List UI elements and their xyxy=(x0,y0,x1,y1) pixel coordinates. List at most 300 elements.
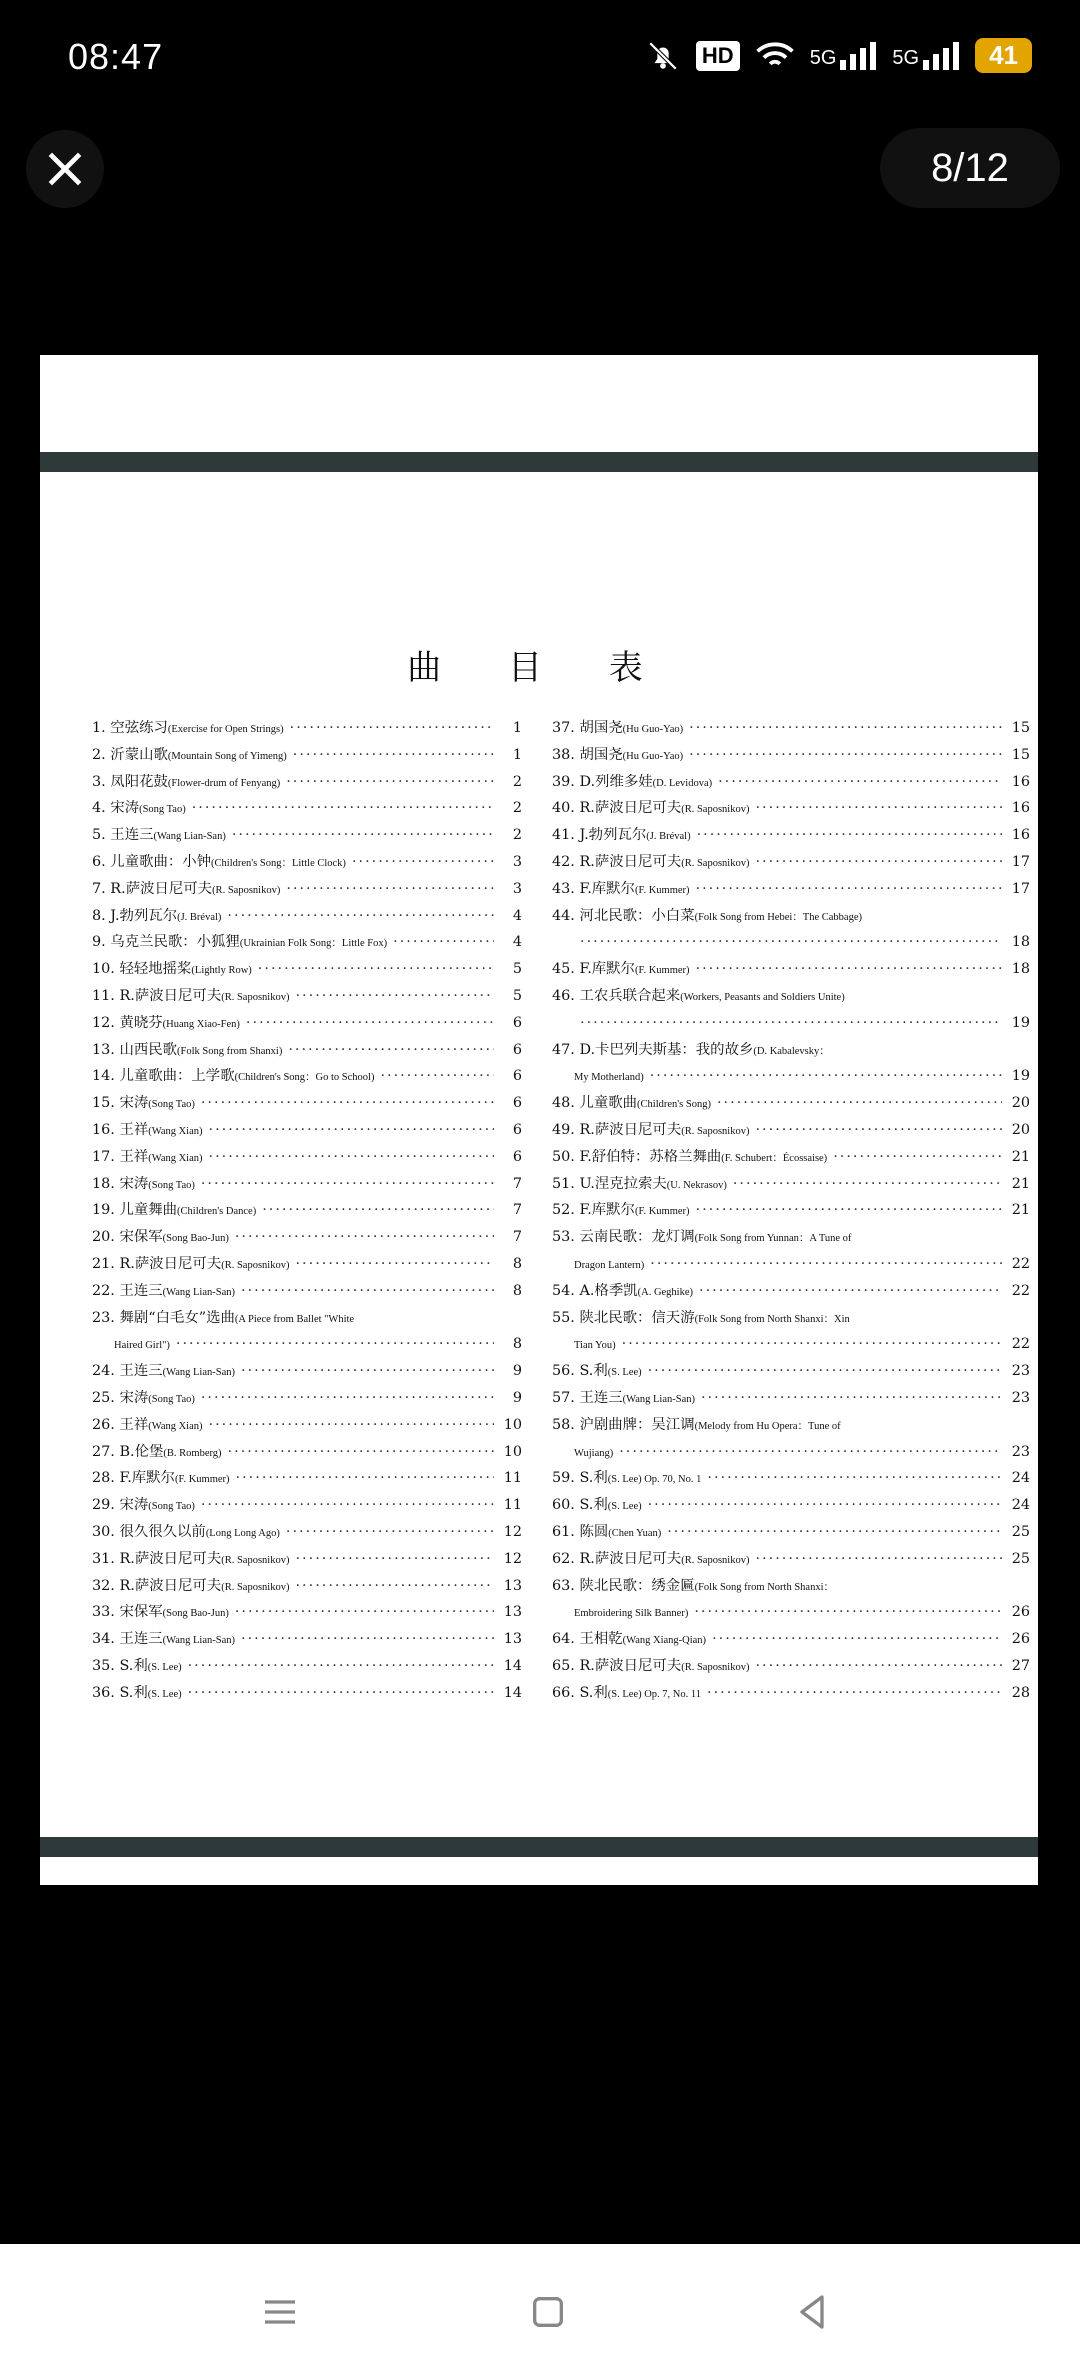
hd-badge: HD xyxy=(696,41,740,71)
toc-leader-dots xyxy=(209,1117,494,1144)
toc-leader-dots xyxy=(580,929,1002,956)
toc-leader-dots xyxy=(286,876,494,903)
toc-leader-dots xyxy=(755,1546,1002,1573)
toc-entry-zh: 9. 乌克兰民歌：小狐狸 xyxy=(92,934,240,951)
toc-entry xyxy=(92,1224,522,1251)
toc-leader-dots xyxy=(209,1144,494,1171)
toc-entry-zh: 17. 王祥 xyxy=(92,1148,149,1165)
toc-entry-zh: 66. S.利 xyxy=(552,1684,608,1701)
toc-leader-dots xyxy=(712,1626,1002,1653)
toc-entry-title xyxy=(552,715,683,742)
toc-entry xyxy=(552,1305,1030,1332)
toc-entry-en: (S. Lee) xyxy=(147,1688,182,1700)
toc-entry xyxy=(552,1278,1030,1305)
toc-entry-zh: 43. F.库默尔 xyxy=(552,880,635,897)
bottom-rule xyxy=(40,1837,1038,1857)
toc-entry-title xyxy=(92,795,186,822)
toc-page-number: 17 xyxy=(1011,853,1030,870)
toc-entry-title xyxy=(92,822,226,849)
toc-entry-zh: 33. 宋保军 xyxy=(92,1604,163,1621)
toc-entry-zh: 63. 陕北民歌：绣金匾 xyxy=(552,1577,695,1594)
toc-entry xyxy=(552,795,1030,822)
toc-entry xyxy=(552,1224,1030,1251)
toc-leader-dots xyxy=(288,1037,494,1064)
toc-entry-title xyxy=(552,795,749,822)
toc-leader-dots xyxy=(707,1465,1002,1492)
toc-entry xyxy=(92,1599,522,1626)
toc-entry xyxy=(552,1037,1030,1064)
page-title: 曲 目 表 xyxy=(407,648,671,688)
toc-page-number: 19 xyxy=(1011,1068,1030,1085)
toc-entry-title xyxy=(552,1251,644,1278)
toc-entry-en: (Wang Lian-San) xyxy=(162,1367,235,1379)
toc-page-number: 28 xyxy=(1011,1684,1030,1701)
toc-leader-dots xyxy=(707,1680,1002,1707)
toc-entry-en: (Folk Song from North Shanxi：Xin xyxy=(694,1313,850,1325)
toc-page-number: 10 xyxy=(503,1443,522,1460)
toc-entry-title xyxy=(92,903,221,930)
toc-leader-dots xyxy=(188,1653,494,1680)
toc-entry-en: Haired Girl") xyxy=(114,1340,170,1352)
toc-entry-en: (R. Saposnikov) xyxy=(681,804,750,816)
toc-entry-en: (A. Geghike) xyxy=(637,1286,694,1298)
toc-entry-en: (Melody from Hu Opera：Tune of xyxy=(694,1420,841,1432)
toc-entry-en: (F. Schubert：Écossaise) xyxy=(721,1152,828,1164)
toc-entry xyxy=(92,1680,522,1707)
toc-entry-zh: 15. 宋涛 xyxy=(92,1095,149,1112)
toc-leader-dots xyxy=(718,769,1002,796)
toc-entry xyxy=(552,1465,1030,1492)
toc-entry-title xyxy=(92,1626,235,1653)
toc-entry xyxy=(552,1144,1030,1171)
toc-page-number: 16 xyxy=(1011,800,1030,817)
toc-page-number: 7 xyxy=(512,1202,522,1219)
toc-entry-zh: 1. 空弦练习 xyxy=(92,720,168,736)
toc-entry xyxy=(92,1063,522,1090)
toc-entry-en: (R. Saposnikov) xyxy=(212,884,281,896)
page-counter: 8/12 xyxy=(880,128,1060,208)
toc-entry-en: (Lightly Row) xyxy=(191,965,252,977)
toc-entry xyxy=(552,1546,1030,1573)
toc-entry-title xyxy=(92,1010,240,1037)
menu-button[interactable] xyxy=(252,2284,308,2340)
toc-entry-zh: 45. F.库默尔 xyxy=(552,961,635,978)
toc-entry-en: (F. Kummer) xyxy=(634,965,690,977)
toc-page-number: 6 xyxy=(512,1041,522,1058)
toc-entry-title xyxy=(552,876,690,903)
toc-page-number: 18 xyxy=(1011,961,1030,978)
status-bar xyxy=(0,0,1080,120)
toc-entry-en: (Exercise for Open Strings) xyxy=(167,724,284,735)
toc-entry-en: Wujiang) xyxy=(574,1447,614,1459)
toc-entry xyxy=(92,769,522,796)
toc-entry-title xyxy=(92,1680,182,1707)
toc-entry-title xyxy=(92,1385,195,1412)
toc-leader-dots xyxy=(697,822,1002,849)
toc-entry-title xyxy=(552,1117,749,1144)
toc-entry-title xyxy=(552,1358,642,1385)
toc-entry-en: (S. Lee) xyxy=(607,1367,642,1379)
toc-entry-en: (R. Saposnikov) xyxy=(221,1259,290,1271)
toc-entry-zh: 27. B.伦堡 xyxy=(92,1443,164,1460)
toc-leader-dots xyxy=(232,822,494,849)
toc-entry xyxy=(92,1010,522,1037)
toc-entry-zh: 48. 儿童歌曲 xyxy=(552,1095,638,1112)
toc-entry-zh: 4. 宋涛 xyxy=(92,800,140,817)
toc-page-number: 12 xyxy=(503,1550,522,1567)
toc-entry xyxy=(92,1117,522,1144)
toc-entry-en: (Song Tao) xyxy=(148,1179,195,1191)
toc-entry-zh: 10. 轻轻地摇桨 xyxy=(92,961,192,978)
toc-entry-en: (Mountain Song of Yimeng) xyxy=(167,750,287,762)
toc-entry-en: Tian You) xyxy=(574,1340,616,1352)
toc-leader-dots xyxy=(228,1439,494,1466)
toc-entry-en: (R. Saposnikov) xyxy=(681,1125,750,1137)
toc-entry-title xyxy=(92,1492,195,1519)
toc-entry xyxy=(92,849,522,876)
toc-leader-dots xyxy=(696,1197,1002,1224)
toc-entry-zh: 40. R.萨波日尼可夫 xyxy=(552,800,682,817)
close-button[interactable] xyxy=(26,130,104,208)
toc-entry xyxy=(552,1251,1030,1278)
toc-entry-zh: 22. 王连三 xyxy=(92,1282,163,1299)
toc-entry-en: (Song Tao) xyxy=(148,1393,195,1405)
toc-page-number: 2 xyxy=(512,827,522,844)
toc-entry-zh: 25. 宋涛 xyxy=(92,1389,149,1406)
toc-leader-dots xyxy=(689,715,1002,742)
toc-entry xyxy=(92,1037,522,1064)
toc-entry-en: (Hu Guo-Yao) xyxy=(622,724,684,735)
toc-entry-en: (S. Lee) xyxy=(607,1501,642,1513)
toc-page-number: 25 xyxy=(1011,1550,1030,1567)
toc-page-number: 16 xyxy=(1011,827,1030,844)
toc-page-number: 18 xyxy=(1011,934,1030,951)
toc-entry-zh: 50. F.舒伯特：苏格兰舞曲 xyxy=(552,1148,722,1165)
toc-entry-en: Dragon Lantern) xyxy=(574,1259,645,1271)
toc-entry-en: (J. Bréval) xyxy=(177,911,222,923)
toc-leader-dots xyxy=(648,1358,1002,1385)
toc-entry-title xyxy=(552,1385,695,1412)
toc-page-number: 11 xyxy=(503,1497,522,1514)
document-page xyxy=(40,355,1038,1885)
toc-leader-dots xyxy=(393,929,494,956)
toc-entry-zh: 44. 河北民歌：小白菜 xyxy=(552,907,695,924)
toc-entry-title xyxy=(552,1331,616,1358)
toc-entry-zh: 19. 儿童舞曲 xyxy=(92,1202,178,1219)
toc-entry-title xyxy=(92,1573,289,1600)
toc-entry xyxy=(92,1331,522,1358)
toc-page-number: 1 xyxy=(512,746,522,763)
toc-entry-en: (D. Kabalevsky： xyxy=(753,1045,830,1057)
toc-page-number: 4 xyxy=(512,907,522,924)
toc-leader-dots xyxy=(258,956,494,983)
toc-entry-title xyxy=(552,1573,834,1600)
toc-entry-en: (Workers, Peasants and Soldiers Unite) xyxy=(680,991,845,1003)
toc-page-number: 6 xyxy=(512,1014,522,1031)
toc-leader-dots xyxy=(236,1465,494,1492)
toc-page-number: 27 xyxy=(1011,1657,1030,1674)
toc-right-column xyxy=(552,715,1030,1706)
top-rule xyxy=(40,452,1038,472)
toc-entry-zh: 54. A.格季凯 xyxy=(552,1282,638,1299)
toc-entry-zh: 39. D.列维多娃 xyxy=(552,773,653,790)
toc-entry xyxy=(552,1385,1030,1412)
toc-entry-title xyxy=(552,822,691,849)
toc-entry-title xyxy=(92,1439,222,1466)
toc-page-number: 8 xyxy=(512,1255,522,1272)
toc-leader-dots xyxy=(701,1385,1002,1412)
toc-entry xyxy=(552,822,1030,849)
toc-leader-dots xyxy=(235,1599,494,1626)
toc-entry xyxy=(552,715,1030,742)
toc-entry xyxy=(92,1144,522,1171)
toc-entry-title xyxy=(92,1251,289,1278)
toc-entry-en: (Ukrainian Folk Song：Little Fox) xyxy=(239,938,388,950)
toc-entry-title xyxy=(92,742,287,769)
toc-entry-title xyxy=(92,1117,203,1144)
toc-entry-zh: 49. R.萨波日尼可夫 xyxy=(552,1121,682,1138)
toc-entry-title xyxy=(552,1439,613,1466)
toc-entry-zh: 60. S.利 xyxy=(552,1497,608,1514)
toc-page-number: 3 xyxy=(512,853,522,870)
toc-entry xyxy=(92,1278,522,1305)
toc-page-number: 5 xyxy=(512,987,522,1004)
toc-entry-title xyxy=(552,956,690,983)
toc-page-number: 23 xyxy=(1011,1389,1030,1406)
toc-entry xyxy=(92,1171,522,1198)
toc-entry xyxy=(92,1492,522,1519)
toc-page-number: 20 xyxy=(1011,1121,1030,1138)
toc-entry xyxy=(92,1358,522,1385)
toc-page-number: 15 xyxy=(1011,720,1030,736)
toc-entry-en: My Motherland) xyxy=(574,1072,644,1084)
toc-entry xyxy=(92,1090,522,1117)
toc-entry-zh: 29. 宋涛 xyxy=(92,1497,149,1514)
toc-entry-zh: 28. F.库默尔 xyxy=(92,1470,175,1487)
toc-page-number: 13 xyxy=(503,1631,522,1648)
toc-leader-dots xyxy=(295,1251,494,1278)
toc-entry-title xyxy=(92,849,346,876)
toc-entry-title xyxy=(552,1090,711,1117)
toc-entry-zh: 23. 舞剧“白毛女”选曲 xyxy=(92,1309,235,1326)
toc-entry-title xyxy=(92,1224,229,1251)
toc-page-number: 15 xyxy=(1011,746,1030,763)
toc-entry-en: (J. Bréval) xyxy=(646,831,691,843)
toc-page-number: 24 xyxy=(1011,1470,1030,1487)
toc-page-number: 4 xyxy=(512,934,522,951)
toc-entry-title xyxy=(92,1519,280,1546)
toc-entry-en: (F. Kummer) xyxy=(634,1206,690,1218)
toc-entry-en: (F. Kummer) xyxy=(174,1474,230,1486)
toc-entry-en: (Song Tao) xyxy=(148,1099,195,1111)
back-icon xyxy=(792,2292,832,2332)
toc-page-number: 25 xyxy=(1011,1523,1030,1540)
toc-page-number: 6 xyxy=(512,1095,522,1112)
toc-entry-en: (R. Saposnikov) xyxy=(221,1554,290,1566)
toc-entry-zh: 59. S.利 xyxy=(552,1470,608,1487)
toc-entry-title xyxy=(552,983,845,1010)
toc-entry xyxy=(92,795,522,822)
toc-page-number: 19 xyxy=(1011,1014,1030,1031)
toc-entry xyxy=(552,1653,1030,1680)
toc-entry xyxy=(552,1331,1030,1358)
toc-entry-title xyxy=(552,849,749,876)
toc-leader-dots xyxy=(755,1653,1002,1680)
battery-level: 41 xyxy=(975,38,1032,73)
toc-entry-title xyxy=(92,769,280,796)
toc-entry-zh: 61. 陈圆 xyxy=(552,1523,609,1540)
toc-entry-title xyxy=(92,983,289,1010)
toc-leader-dots xyxy=(290,715,494,742)
toc-leader-dots xyxy=(755,849,1002,876)
toc-entry-zh: 26. 王祥 xyxy=(92,1416,149,1433)
toc-entry-title xyxy=(92,1063,374,1090)
toc-entry-en: (R. Saposnikov) xyxy=(221,1581,290,1593)
toc-entry-en: (Long Long Ago) xyxy=(205,1527,280,1539)
toc-page-number: 11 xyxy=(503,1470,522,1487)
toc-entry-zh: 12. 黄晓芬 xyxy=(92,1014,163,1031)
toc-page-number: 14 xyxy=(503,1657,522,1674)
toc-leader-dots xyxy=(201,1171,494,1198)
toc-entry-title xyxy=(92,1171,195,1198)
toc-leader-dots xyxy=(648,1492,1002,1519)
toc-entry-en: (Wang Lian-San) xyxy=(622,1393,695,1405)
toc-entry-title xyxy=(92,1278,235,1305)
toc-entry-title xyxy=(92,1197,256,1224)
toc-entry-title xyxy=(552,1305,850,1332)
toc-page-number: 21 xyxy=(1011,1148,1030,1165)
toc-entry-zh: 51. U.涅克拉索夫 xyxy=(552,1175,667,1192)
toc-entry-title xyxy=(552,1010,574,1037)
toc-leader-dots xyxy=(717,1090,1002,1117)
toc-entry-zh: 41. J.勃列瓦尔 xyxy=(552,827,647,844)
toc-entry-zh: 20. 宋保军 xyxy=(92,1229,163,1246)
toc-entry-zh: 5. 王连三 xyxy=(92,827,154,844)
toc-entry-zh: 38. 胡国尧 xyxy=(552,746,623,763)
toc-entry xyxy=(552,1063,1030,1090)
toc-leader-dots xyxy=(650,1251,1002,1278)
toc-entry-zh: 3. 凤阳花鼓 xyxy=(92,773,168,790)
toc-page-number: 13 xyxy=(503,1604,522,1621)
toc-leader-dots xyxy=(696,876,1002,903)
toc-entry-zh: 65. R.萨波日尼可夫 xyxy=(552,1657,682,1674)
toc-entry xyxy=(92,956,522,983)
toc-entry-en: (D. Levidova) xyxy=(652,777,713,789)
toc-entry-zh: 46. 工农兵联合起来 xyxy=(552,987,681,1004)
toc-page-number: 7 xyxy=(512,1229,522,1246)
toc-leader-dots xyxy=(380,1063,494,1090)
toc-entry-zh: 36. S.利 xyxy=(92,1684,148,1701)
toc-page-number: 7 xyxy=(512,1175,522,1192)
toc-entry xyxy=(92,1439,522,1466)
back-button[interactable] xyxy=(784,2284,840,2340)
toc-entry-title xyxy=(552,1680,701,1707)
toc-leader-dots xyxy=(755,795,1002,822)
toc-leader-dots xyxy=(622,1331,1002,1358)
toc-entry xyxy=(552,1358,1030,1385)
toc-entry-en: (Song Tao) xyxy=(148,1501,195,1513)
toc-page-number: 9 xyxy=(512,1363,522,1380)
toc-leader-dots xyxy=(833,1144,1002,1171)
toc-entry-zh: 53. 云南民歌：龙灯调 xyxy=(552,1229,695,1246)
toc-entry-en: (Wang Xian) xyxy=(148,1152,203,1164)
toc-entry-title xyxy=(552,769,712,796)
toc-entry-en: (B. Romberg) xyxy=(163,1447,222,1459)
home-button[interactable] xyxy=(520,2284,576,2340)
toc-entry-title xyxy=(92,1358,235,1385)
toc-entry-en: (Wang Xian) xyxy=(148,1420,203,1432)
status-time: 08:47 xyxy=(68,36,164,77)
toc-entry xyxy=(552,849,1030,876)
toc-entry-en: (Chen Yuan) xyxy=(608,1527,662,1539)
toc-entry xyxy=(552,876,1030,903)
toc-entry-zh: 55. 陕北民歌：信天游 xyxy=(552,1309,695,1326)
toc-entry-en: (Song Bao-Jun) xyxy=(162,1233,229,1245)
toc-leader-dots xyxy=(241,1626,494,1653)
toc-entry-title xyxy=(552,1037,830,1064)
toc-leader-dots xyxy=(209,1412,494,1439)
toc-entry-en: (Wang Xian) xyxy=(148,1125,203,1137)
toc-entry xyxy=(552,983,1030,1010)
toc-entry xyxy=(92,929,522,956)
toc-entry-zh: 21. R.萨波日尼可夫 xyxy=(92,1255,222,1272)
toc-entry xyxy=(552,1171,1030,1198)
toc-leader-dots xyxy=(176,1331,494,1358)
toc-entry-zh: 35. S.利 xyxy=(92,1657,148,1674)
toc-entry-zh: 64. 王相乾 xyxy=(552,1631,623,1648)
toc-entry-title xyxy=(552,1653,749,1680)
toc-leader-dots xyxy=(696,956,1002,983)
toc-entry xyxy=(92,1251,522,1278)
toc-leader-dots xyxy=(699,1278,1002,1305)
toc-entry xyxy=(552,929,1030,956)
toc-entry-zh: 42. R.萨波日尼可夫 xyxy=(552,853,682,870)
toc-entry-en: (Wang Lian-San) xyxy=(162,1286,235,1298)
toc-entry-zh: 62. R.萨波日尼可夫 xyxy=(552,1550,682,1567)
toc-leader-dots xyxy=(689,742,1002,769)
toc-entry xyxy=(92,983,522,1010)
toc-entry-title xyxy=(552,1063,644,1090)
toc-entry-title xyxy=(92,876,280,903)
toc-leader-dots xyxy=(667,1519,1002,1546)
toc-entry xyxy=(92,1546,522,1573)
toc-entry-en: (Children's Song：Go to School) xyxy=(234,1072,375,1084)
toc-entry-en: (S. Lee) Op. 7, No. 11 xyxy=(607,1688,701,1700)
toc-leader-dots xyxy=(286,1519,494,1546)
toc-page-number: 17 xyxy=(1011,880,1030,897)
home-icon xyxy=(528,2292,568,2332)
toc-entry xyxy=(92,1626,522,1653)
toc-entry-en: (Children's Song：Little Clock) xyxy=(211,857,346,869)
close-icon xyxy=(43,147,87,191)
toc-page-number: 20 xyxy=(1011,1095,1030,1112)
toc-entry-en: (F. Kummer) xyxy=(634,884,690,896)
toc-leader-dots xyxy=(295,1546,494,1573)
toc-entry-en: (Folk Song from Shanxi) xyxy=(177,1045,283,1057)
toc-entry xyxy=(552,1492,1030,1519)
toc-page-number: 6 xyxy=(512,1148,522,1165)
toc-entry xyxy=(92,1573,522,1600)
toc-entry-zh: 52. F.库默尔 xyxy=(552,1202,635,1219)
toc-entry-title xyxy=(92,1599,229,1626)
toc-entry-zh: 14. 儿童歌曲：上学歌 xyxy=(92,1068,235,1085)
toc-entry-zh: 30. 很久很久以前 xyxy=(92,1523,206,1540)
toc-leader-dots xyxy=(227,903,494,930)
toc-page-number: 22 xyxy=(1011,1255,1030,1272)
toc-leader-dots xyxy=(286,769,494,796)
toc-entry-en: (U. Nekrasov) xyxy=(666,1179,727,1191)
toc-page-number: 16 xyxy=(1011,773,1030,790)
